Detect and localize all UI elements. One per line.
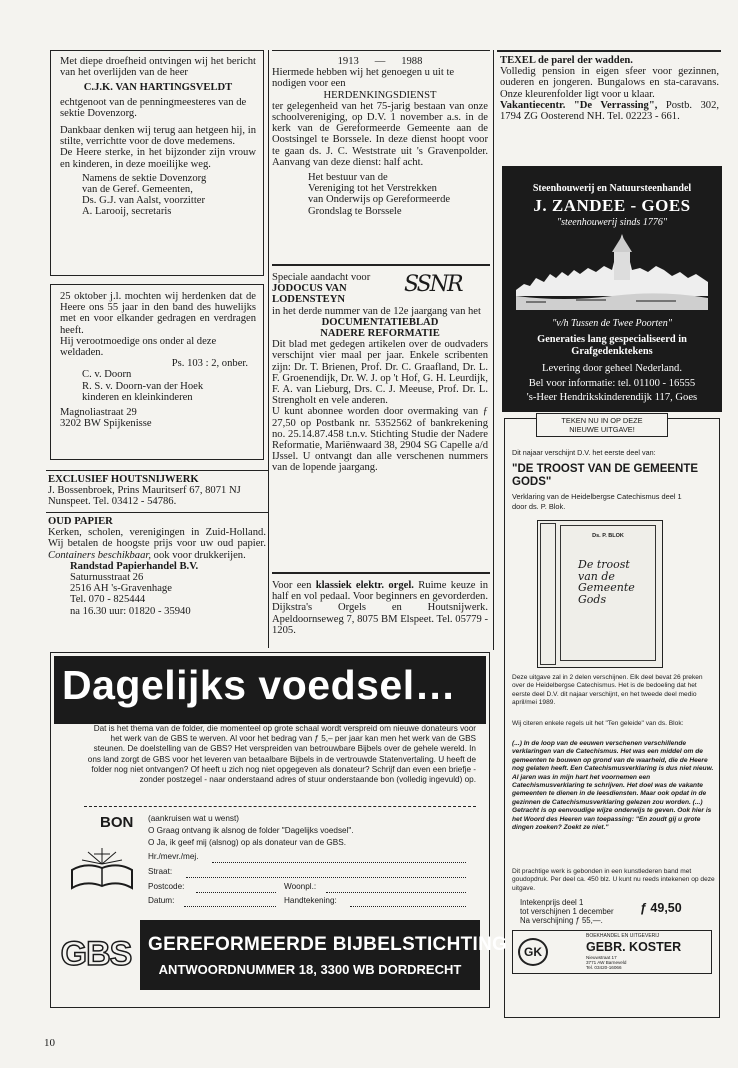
gbs-f2-line[interactable]: [186, 877, 466, 878]
herdenking-p2: ter gelegenheid van het 75-jarig bestaan van onze schoolvereniging, op D.V. 1 november a.s. in de kerk van de Gereformeerde Gemeente aan de Oostsingel te Borssele. In deze dienst hoopt voor te gaan ds. J. C. Weststrate uit 's Gravenpolder. Aanvang van deze dienst: half acht.: [272, 100, 488, 168]
oudpapier-title: OUD PAPIER: [48, 516, 113, 527]
troost-lead: Dit najaar verschijnt D.V. het eerste deel van:: [512, 448, 656, 457]
jubilee-n3: kinderen en kleinkinderen: [82, 391, 193, 403]
texel-text: Volledig pension in eigen sfeer voor gezinnen, ouderen en jongeren. Bungalows en sta-caravans. Onze kleurenfolder ligt voor u klaar.: [500, 66, 719, 100]
houtsnijwerk-text: J. Bossenbroek, Prins Mauritserf 67, 8071 NJ Nunspeet. Tel. 03412 - 54786.: [48, 485, 241, 508]
gbs-headline-bar: [54, 656, 486, 724]
oudpapier-text2: ook voor drukkerijen.: [153, 549, 246, 561]
documentatie-p3: Dit blad met gedegen artikelen over de oudvaders verschijnt vier maal per jaar. Enkele scribenten zijn: Dr. T. Brienen, Prof. Dr. C. Graafland, Dr. L. F. Groenendijk, Dr. W. J. op 't Hof, G. H. Leurdijk, F. A. van Lieburg, Drs. C. J. Meeuse, Prof. Dr. L. Strengholt en vele anderen.: [272, 339, 488, 407]
obituary-p2: Dankbaar denken wij terug aan hetgeen hij, in stilte, verrichtte voor de dove medemens.: [60, 125, 256, 148]
gbs-addr: ANTWOORDNUMMER 18, 3300 WB DORDRECHT: [158, 962, 462, 977]
herdenking-s3: van Onderwijs op Gereformeerde: [308, 194, 451, 206]
gbs-bon-label: BON: [100, 814, 134, 831]
gbs-f3-line[interactable]: [196, 892, 276, 893]
obituary-sig4: A. Larooij, secretaris: [82, 206, 172, 218]
documentatie-p4: U kunt abonnee worden door overmaking van ƒ 27,50 op Postbank nr. 5352562 of bankrekening no. 25.14.87.458 t.n.v. Stichting Studie der Nadere Reformatie, Mariënwaard 38, 2904 SG Capelle a/d IJssel. U ontvangt dan alle verschenen nummers van de lopende jaargang.: [272, 406, 488, 474]
troost-p1: Deze uitgave zal in 2 delen verschijnen. Elk deel bevat 26 preken over de Heidelbergse Catechismus. Het is de bedoeling dat het eerste deel D.V. dit najaar verschijnt, en het tweede deel medio april/mei 1989.: [512, 674, 703, 707]
texel-name: "De Verrassing",: [573, 99, 658, 111]
zandee-delivery: Levering door geheel Nederland.: [541, 363, 682, 374]
koster-a3: Tel. 03420-16066: [586, 965, 622, 970]
gbs-f3: Postcode:: [148, 882, 185, 891]
troost-price2: tot verschijnen 1 december: [520, 907, 614, 916]
houtsnijwerk-title: EXCLUSIEF HOUTSNIJWERK: [48, 474, 199, 485]
zandee-info: Bel voor informatie: tel. 01100 - 16555: [528, 378, 696, 389]
rule-herdenking: [272, 50, 490, 51]
herdenking-ad: [272, 56, 488, 217]
column-divider-2: [493, 50, 494, 650]
oudpapier-l3: Tel. 070 - 825444: [70, 594, 146, 606]
troost-price1: Intekenprijs deel 1: [520, 898, 584, 907]
herdenking-p1: Hiermede hebben wij het genoegen u uit te nodigen voor een: [272, 67, 455, 90]
jubilee-a2: 3202 BW Spijkenisse: [60, 418, 152, 430]
book-title: De troost van de Gemeente Gods: [578, 558, 635, 606]
jubilee-a1: Magnoliastraat 29: [60, 407, 137, 419]
herdenking-year2: 1988: [401, 56, 423, 67]
oudpapier-text: [48, 527, 266, 561]
gbs-f4-line[interactable]: [326, 892, 466, 893]
koster-a2: 3771 AW Barneveld: [586, 960, 627, 965]
jubilee-p1: 25 oktober j.l. mochten wij herdenken dat de Heere ons 55 jaar in den band des huwelijks met en voor elkander gedragen en verdragen heeft.: [60, 291, 256, 336]
troost-badge: [536, 413, 668, 437]
oudpapier-l1: Saturnusstraat 26: [70, 572, 144, 584]
troost-p2: Wij citeren enkele regels uit het "Ten geleide" van ds. Blok:: [512, 720, 684, 727]
rule-documentatie: [272, 264, 490, 266]
documentatie-title2: NADERE REFORMATIE: [320, 328, 440, 340]
gbs-f5: Datum:: [148, 896, 175, 905]
documentatie-name2: LODENSTEYN: [272, 294, 345, 306]
documentatie-p2: in het derde nummer van de 12e jaargang van het: [272, 305, 481, 317]
herdenking-s2: Vereniging tot het Verstrekken: [308, 183, 437, 195]
gbs-intro: Dat is het thema van de folder, die momenteel op grote schaal wordt verspreid om nieuwe donateurs voor het werk van de GBS te werven. Al voor het bedrag van ƒ 5,– per jaar kan men het werk van de GBS steunen. De doelstelling van de GBS? Het verspreiden van betrouwbare Bijbels over de gehele wereld. In ons land zorgt de GBS voor het leveren van betaalbare Bijbels in de vertrouwde Statenvertaling. U heeft de folder nog niet ontvangen? Of heeft u zich nog niet opgegeven als donateur? Schrijf dan even een briefje - zonder postzegel - naar onderstaand adres of stuur onderstaande bon (volledig ingevuld) op.: [87, 724, 476, 785]
jubilee-p2: Hij verootmoedige ons onder al deze weldaden.: [60, 335, 217, 359]
zandee-name: J. ZANDEE - GOES: [533, 196, 691, 215]
gbs-b1: (aankruisen wat u wenst): [148, 814, 240, 823]
gbs-f1: Hr./mevr./mej.: [148, 852, 199, 861]
gbs-logo: GBS: [60, 935, 132, 973]
book-author: Ds. P. BLOK: [592, 533, 624, 539]
gbs-f4: Woonpl.:: [284, 882, 317, 891]
zandee-since: "steenhouwerij sinds 1776": [556, 217, 668, 228]
rule-houtsnijwerk: [46, 470, 268, 471]
gbs-f1-line[interactable]: [212, 862, 466, 863]
zandee-spec2: Grafgedenktekens: [571, 346, 653, 357]
texel-title: TEXEL de parel der wadden.: [500, 55, 633, 66]
oudpapier-ad: [48, 516, 266, 617]
jubilee-n1: C. v. Doorn: [82, 369, 132, 381]
gbs-b2[interactable]: O Graag ontvang ik alsnog de folder "Dagelijks voedsel".: [148, 826, 354, 835]
column-divider-1: [268, 50, 269, 648]
texel-ad: [500, 55, 719, 122]
troost-sub: Verklaring van de Heidelbergse Catechismus deel 1 door ds. P. Blok.: [512, 492, 682, 511]
jubilee-ref: Ps. 103 : 2, onber.: [171, 358, 248, 370]
gbs-f6: Handtekening:: [284, 896, 337, 905]
obituary-sig2: van de Geref. Gemeenten,: [82, 184, 193, 196]
herdenking-year1: 1913: [337, 56, 359, 67]
gbs-f6-line[interactable]: [350, 906, 466, 907]
gbs-b3[interactable]: O Ja, ik geef mij (alsnog) op als donateur van de GBS.: [148, 838, 346, 847]
obituary-name: C.J.K. VAN HARTINGSVELDT: [83, 82, 233, 94]
rule-orgel: [272, 572, 490, 574]
troost-price-big: ƒ 49,50: [640, 901, 682, 915]
rule-gbs-bon: [84, 806, 476, 807]
houtsnijwerk-ad: [48, 474, 266, 508]
obituary-p3: De Heere sterke, in het bijzonder zijn vrouw en kinderen, in deze moeilijke weg.: [60, 147, 256, 170]
gbs-org: GEREFORMEERDE BIJBELSTICHTING: [148, 934, 508, 955]
texel-contact: [500, 100, 719, 122]
obituary-sig1: Namens de sektie Dovenzorg: [82, 172, 207, 184]
herdenking-title: HERDENKINGSDIENST: [323, 89, 437, 101]
herdenking-dash: —: [374, 56, 386, 67]
documentatie-ad: [272, 272, 488, 474]
obituary-sig3: Ds. G.J. van Aalst, voorzitter: [82, 195, 205, 207]
oudpapier-l4: na 16.30 uur: 01820 - 35940: [70, 605, 191, 617]
herdenking-s4: Grondslag te Borssele: [308, 205, 402, 217]
zandee-spec1: Generaties lang gespecialiseerd in: [537, 334, 687, 345]
obituary-text: [60, 56, 256, 218]
obituary-role: echtgenoot van de penningmeesteres van de sektie Dovenzorg.: [60, 96, 247, 119]
troost-badge1: TEKEN NU IN OP DEZE: [561, 416, 643, 425]
koster-a1: Nieuwstraat 17: [586, 955, 617, 960]
troost-price3: Na verschijning ƒ 55,—.: [520, 916, 603, 925]
oudpapier-italic: Containers beschikbaar,: [48, 549, 151, 561]
rule-texel: [497, 50, 721, 52]
documentatie-p1: Speciale aandacht voor: [272, 272, 371, 283]
orgel-text: Ruime keuze in half en vol pedaal. Voor beginners en gevorderden. Dijkstra's Orgels en Houtsnijwerk. Apeldoornseweg 7, 8075 BM Elspeet. Tel. 05779 - 1205.: [272, 580, 488, 636]
oudpapier-text1: Kerken, scholen, verenigingen in Zuid-Holland. Wij betalen de hoogste prijs voor uw oud papier.: [48, 527, 266, 550]
orgel-bold: klassiek elektr. orgel.: [315, 580, 414, 591]
troost-book-cover: [537, 520, 663, 668]
orgel-ad: [272, 580, 488, 636]
gbs-footer-bar: [140, 920, 508, 990]
zandee-top: Steenhouwerij en Natuursteenhandel: [532, 183, 692, 194]
jubilee-text: [60, 291, 256, 429]
rule-oudpapier: [46, 512, 268, 513]
troost-title: "DE TROOST VAN DE GEMEENTE GODS": [512, 463, 699, 488]
documentatie-name1: JODOCUS VAN: [272, 283, 347, 295]
oudpapier-l2: 2516 AH 's-Gravenhage: [70, 583, 172, 595]
page-number: 10: [44, 1037, 55, 1049]
zandee-town-illustration: [516, 232, 708, 310]
zandee-addr: 's-Heer Hendrikskinderendijk 117, Goes: [526, 392, 698, 403]
documentatie-title1: DOCUMENTATIEBLAD: [321, 316, 439, 328]
koster-logo: GK: [518, 938, 548, 966]
koster-small: BOEKHANDEL EN UITGEVERIJ: [586, 933, 660, 939]
texel-label: Vakantiecentr.: [500, 99, 566, 111]
orgel-pre: Voor een: [272, 580, 312, 591]
zandee-sub: "v/h Tussen de Twee Poorten": [552, 318, 672, 329]
jubilee-n2: R. S. v. Doorn-van der Hoek: [82, 380, 204, 392]
gbs-headline: Dagelijks voedsel…: [62, 662, 457, 708]
obituary-intro: Met diepe droefheid ontvingen wij het bericht van het overlijden van de heer: [60, 56, 256, 79]
herdenking-s1: Het bestuur van de: [308, 172, 388, 184]
oudpapier-company: Randstad Papierhandel B.V.: [70, 560, 199, 572]
troost-quote: (...) In de loop van de eeuwen verschenen verschillende verklaringen van de Catechismus. Het was een middel om de gemeenten te bouwen op grond van de waarheid, die de Heere nog gelaten heeft. Een Catechismusverklaring is dus niet nieuw. Al jaren was in mijn hart het voornemen een Catechismusverklaring te schrijven. Het doel was de vakante gemeenten te dienen in de leesdiensten. Maar ook opdat in de gezinnen de Catechismusverklaring gelezen zou worden. (...) Getracht is op eenvoudige wijze onderwijs te geven. Ook hier is het Woord des Heeren van toepassing: "En zoudt gij u grote dingen zoeken? Zoekt ze niet.": [512, 740, 714, 832]
texel-addr: Postb. 302, 1794 ZG Oosterend NH. Tel. 02223 - 661.: [500, 99, 720, 123]
koster-name: GEBR. KOSTER: [586, 940, 682, 954]
herdenking-years: [272, 56, 488, 67]
gbs-f2: Straat:: [148, 867, 173, 876]
troost-p3: Dit prachtige werk is gebonden in een kunstlederen band met goudopdruk. Per deel ca. 450 blz. U kunt nu reeds intekenen op deze uitgave.: [512, 868, 715, 892]
gbs-f5-line[interactable]: [184, 906, 276, 907]
troost-badge2: NIEUWE UITGAVE!: [569, 425, 635, 434]
documentatie-monogram: SSNR: [404, 272, 462, 297]
gbs-book-icon: [66, 844, 138, 898]
